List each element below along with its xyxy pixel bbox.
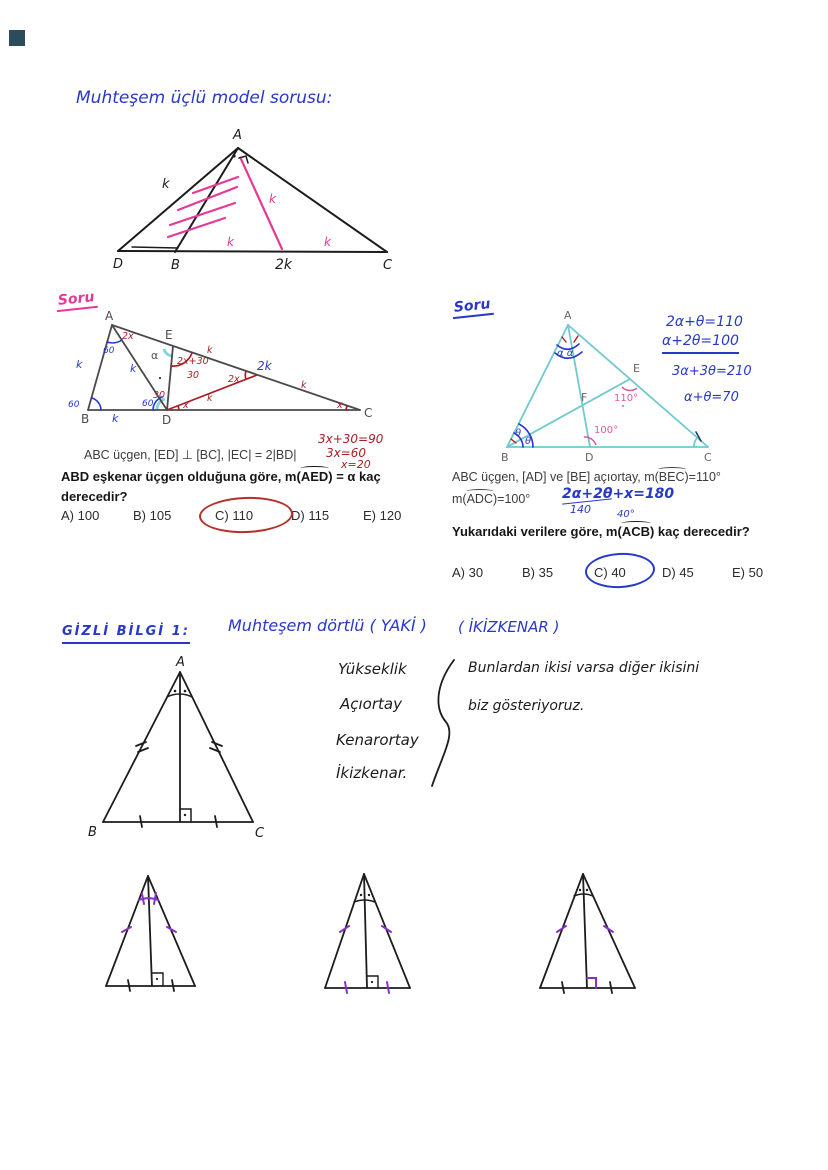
p2-option-a: A) 30	[452, 565, 484, 580]
p2-alpha-pair: α α	[557, 348, 574, 359]
p2-eq-2: α+2θ=100	[662, 333, 739, 354]
p2-hat-ADC: ADC	[466, 492, 493, 506]
p2-label-D: D	[585, 451, 594, 464]
p1-option-d: D) 115	[291, 508, 330, 523]
p1-stem-line2: derecedir?	[61, 489, 128, 504]
p1-k-dp: k	[207, 393, 213, 404]
p1-label-alpha: α	[151, 349, 159, 362]
p1-k-ep: k	[207, 345, 213, 356]
p1-work-line3: x=20	[341, 458, 371, 471]
right-angle-dot	[232, 154, 235, 157]
p1-k-bd: k	[112, 412, 119, 425]
p1-k-ad: k	[130, 362, 137, 375]
p1-label-A: A	[105, 309, 114, 323]
big-label-C: C	[255, 826, 265, 841]
p1-deg-b: 60	[68, 400, 80, 410]
secret-sub1: Muhteşem dörtlü ( YAKİ )	[228, 616, 427, 635]
secret-item-kenarortay: Kenarortay	[336, 731, 419, 749]
p2-work-eq: 2α+2θ+x=180	[562, 486, 675, 502]
p1-option-a: A) 100	[61, 508, 100, 523]
diagram-p1	[60, 298, 395, 428]
secret-item-yukseklik: Yükseklik	[338, 660, 407, 678]
d1-label-k-side: k	[162, 177, 170, 192]
p1-x-c: x	[337, 400, 343, 411]
d1-label-B: B	[171, 258, 180, 273]
p2-soru-tag: Soru	[451, 296, 493, 319]
d1-label-D: D	[113, 257, 124, 272]
p1-k-pc: k	[301, 380, 307, 391]
p1-label-C: C	[364, 406, 373, 420]
p2-answer-circle	[584, 551, 656, 590]
p2-option-c: C) 40	[594, 565, 626, 580]
p2-given1: ABC üçgen, [AD] ve [BE] açıortay, m(BEC)=110°	[452, 470, 721, 484]
p1-x-d: x	[183, 400, 189, 411]
p2-hat-BEC: BEC	[658, 470, 685, 484]
diagram-model-triangle	[90, 125, 410, 280]
diagram-small-triangle-1	[98, 866, 210, 994]
secret-sub2: ( İKİZKENAR )	[458, 618, 560, 636]
p1-arc-30: 30	[187, 370, 200, 381]
p1-hat-AED: AED	[300, 469, 329, 484]
p1-answer-circle	[198, 495, 293, 534]
p1-2x-p: 2x	[228, 374, 240, 385]
diagram-isosceles-big	[78, 654, 298, 840]
big-label-A: A	[176, 655, 185, 670]
p2-label-B: B	[501, 451, 509, 464]
p1-option-e: E) 120	[363, 508, 402, 523]
diagram-small-triangle-3	[530, 866, 648, 996]
p1-option-c: C) 110	[215, 508, 254, 523]
p2-theta-1: θ	[515, 428, 522, 439]
secret-item-aciortay: Açıortay	[340, 695, 402, 713]
p2-work-sub: 140	[570, 503, 591, 516]
p2-eq-3: 3α+3θ=210	[672, 364, 752, 379]
p2-deg-110: 110°	[614, 393, 639, 404]
diagram-small-triangle-2	[320, 866, 420, 996]
p2-eq-4: α+θ=70	[684, 390, 739, 405]
p2-label-C: C	[704, 451, 712, 464]
p1-30-ed: 30	[153, 390, 166, 401]
p1-k-ab: k	[76, 358, 83, 371]
p2-option-d: D) 45	[662, 565, 694, 580]
p1-2x-a: 2x	[122, 331, 134, 342]
d1-label-2k: 2k	[275, 257, 293, 273]
secret-item-ikizkenar: İkizkenar.	[336, 764, 408, 782]
p2-eq-1: 2α+θ=110	[666, 314, 743, 330]
secret-heading: GİZLİ BİLGİ 1:	[62, 624, 190, 644]
p1-work-line2: 3x=60	[326, 446, 367, 460]
p1-label-E: E	[165, 328, 173, 342]
p1-soru-tag: Soru	[55, 289, 97, 312]
d1-label-A: A	[233, 128, 242, 143]
p2-option-e: E) 50	[732, 565, 764, 580]
page-title: Muhteşem üçlü model sorusu:	[76, 88, 333, 108]
d1-label-k-base-right: k	[324, 235, 331, 249]
p2-given2: m(ADC)=100°	[452, 492, 531, 506]
p1-2k: 2k	[257, 359, 272, 373]
p1-deg-a: 60	[103, 346, 115, 356]
p1-deg-d: 60	[142, 399, 154, 409]
p2-deg-100: 100°	[594, 425, 619, 436]
p1-option-b: B) 105	[133, 508, 172, 523]
p2-option-b: B) 35	[522, 565, 554, 580]
d1-label-k-cevian: k	[269, 192, 276, 206]
p2-hat-ACB: ACB	[621, 524, 650, 539]
d1-label-C: C	[383, 258, 393, 273]
big-label-B: B	[88, 825, 97, 840]
p2-label-E: E	[633, 362, 640, 375]
p2-theta-2: θ	[525, 436, 532, 447]
p2-work-res: 40°	[617, 509, 635, 520]
p1-given: ABC üçgen, [ED] ⊥ [BC], |EC| = 2|BD|	[84, 448, 297, 462]
p1-label-B: B	[81, 412, 90, 426]
p2-label-A: A	[564, 309, 572, 322]
diagram-p2	[470, 308, 720, 468]
p1-label-D: D	[162, 413, 172, 427]
secret-note-line1: Bunlardan ikisi varsa diğer ikisini	[468, 660, 700, 676]
secret-note-line2: biz gösteriyoruz.	[468, 698, 585, 714]
p2-stem: Yukarıdaki verilere göre, m(ACB) kaç derecedir?	[452, 524, 750, 539]
d1-label-k-base-left: k	[227, 235, 234, 249]
svg-text:2x+30: 2x+30	[177, 356, 209, 367]
corner-mark	[9, 30, 25, 46]
brace	[430, 656, 464, 792]
p1-stem-line1: ABD eşkenar üçgen olduğuna göre, m(AED) = α kaç	[61, 469, 381, 484]
p2-label-F: F	[581, 391, 588, 404]
p1-work-line1: 3x+30=90	[318, 432, 384, 446]
